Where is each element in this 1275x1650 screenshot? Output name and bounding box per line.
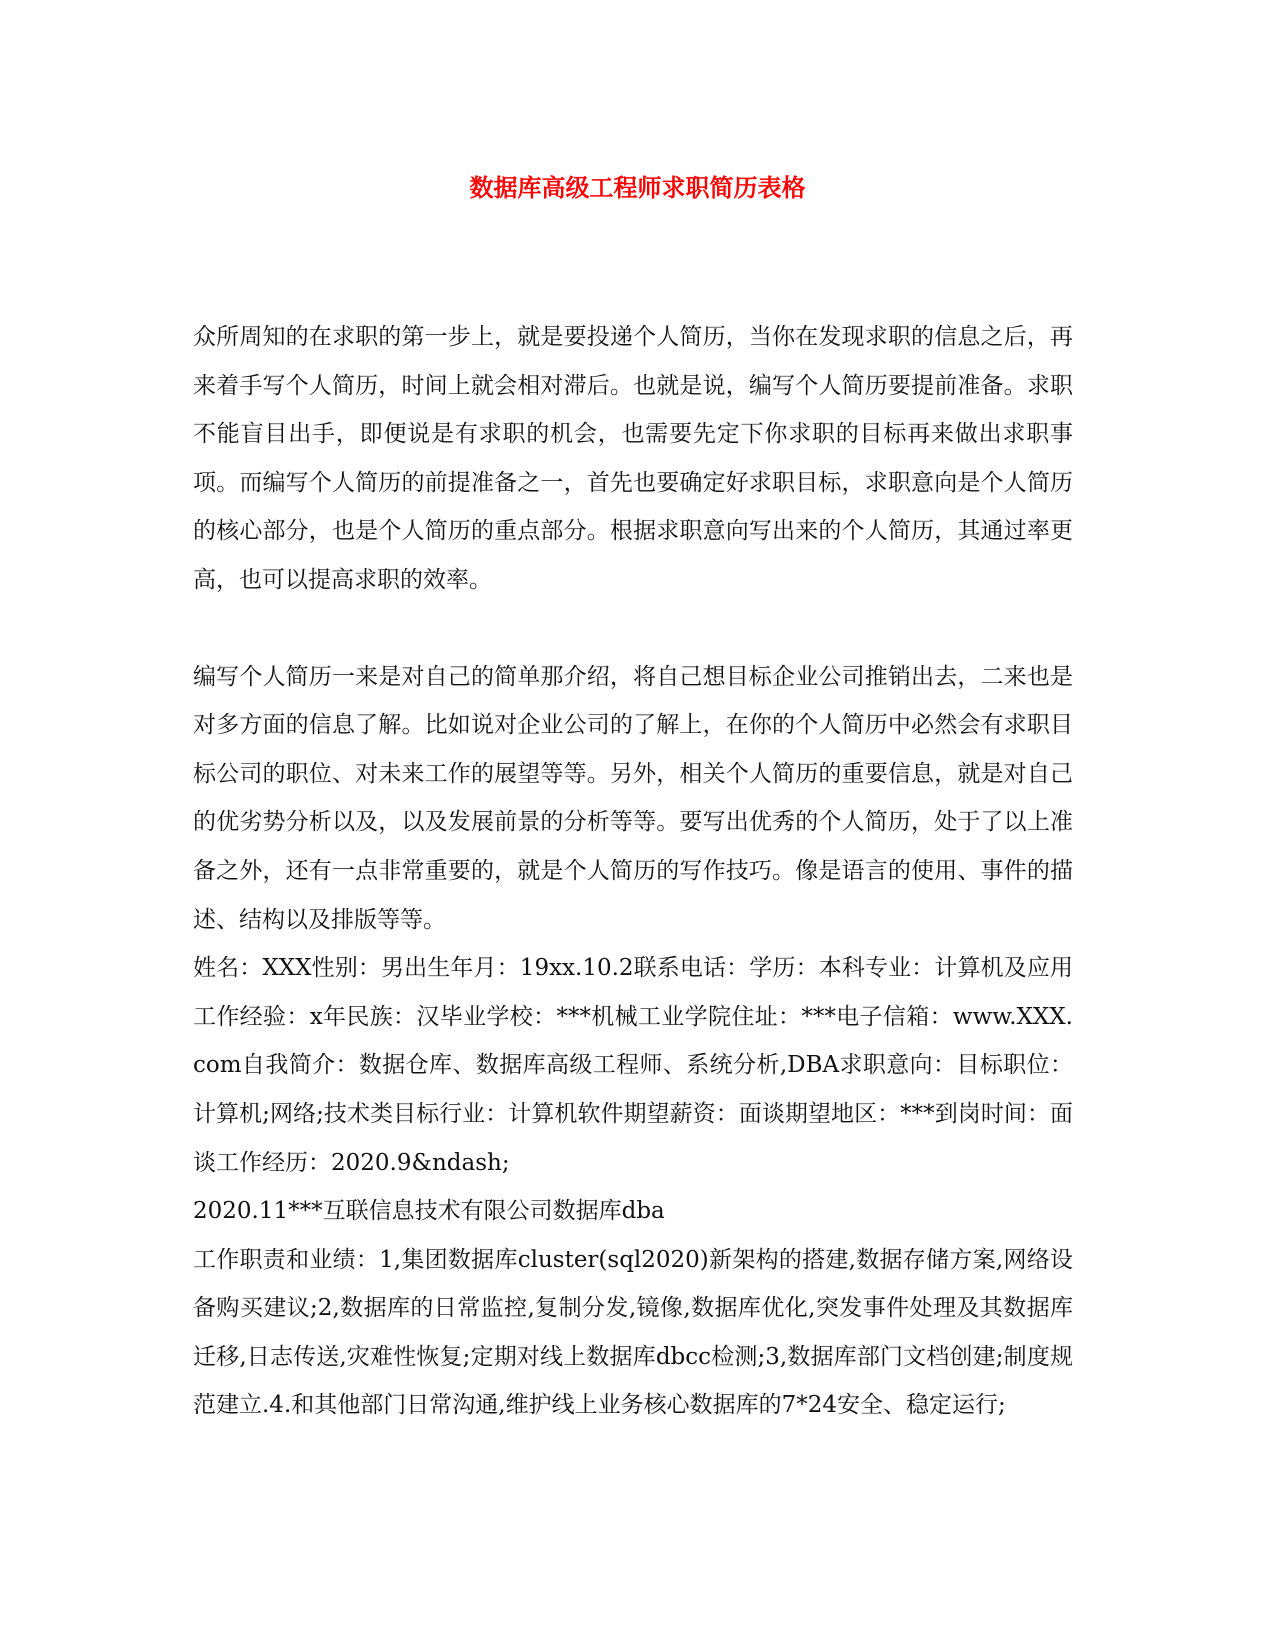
paragraph-personal-info: 姓名：XXX性别：男出生年月：19xx.10.2联系电话：学历：本科专业：计算机及应用工作经验：x年民族：汉毕业学校：***机械工业学院住址：***电子信箱：www.XXX.com自我简介：数据仓库、数据库高级工程师、系统分析,DBA求职意向：目标职位：计算机;网络;技术类目标行业：计算机软件期望薪资：面谈期望地区：***到岗时间：面谈工作经历：2020.9&ndash; — [193, 955, 1073, 1176]
paragraph-work-period: 2020.11***互联信息技术有限公司数据库dba — [193, 1198, 665, 1225]
document-body — [193, 313, 1073, 1430]
document-title: 数据库高级工程师求职简历表格 — [469, 173, 806, 202]
paragraph-resume-writing: 编写个人简历一来是对自己的简单那介绍，将自己想目标企业公司推销出去，二来也是对多方面的信息了解。比如说对企业公司的了解上，在你的个人简历中必然会有求职目标公司的职位、对未来工作的展望等等。另外，相关个人简历的重要信息，就是对自己的优劣势分析以及，以及发展前景的分析等等。要写出优秀的个人简历，处于了以上准备之外，还有一点非常重要的，就是个人简历的写作技巧。像是语言的使用、事件的描述、结构以及排版等等。 — [193, 663, 1073, 933]
paragraph-duties: 工作职责和业绩：1,集团数据库cluster(sql2020)新架构的搭建,数据存储方案,网络设备购买建议;2,数据库的日常监控,复制分发,镜像,数据库优化,突发事件处理及其数据库迁移,日志传送,灾难性恢复;定期对线上数据库dbcc检测;3,数据库部门文档创建;制度规范建立.4.和其他部门日常沟通,维护线上业务核心数据库的7*24安全、稳定运行; — [193, 1246, 1073, 1419]
paragraph-intro: 众所周知的在求职的第一步上，就是要投递个人简历，当你在发现求职的信息之后，再来着手写个人简历，时间上就会相对滞后。也就是说，编写个人简历要提前准备。求职不能盲目出手，即便说是有求职的机会，也需要先定下你求职的目标再来做出求职事项。而编写个人简历的前提准备之一，首先也要确定好求职目标，求职意向是个人简历的核心部分，也是个人简历的重点部分。根据求职意向写出来的个人简历，其通过率更高，也可以提高求职的效率。 — [193, 324, 1073, 593]
